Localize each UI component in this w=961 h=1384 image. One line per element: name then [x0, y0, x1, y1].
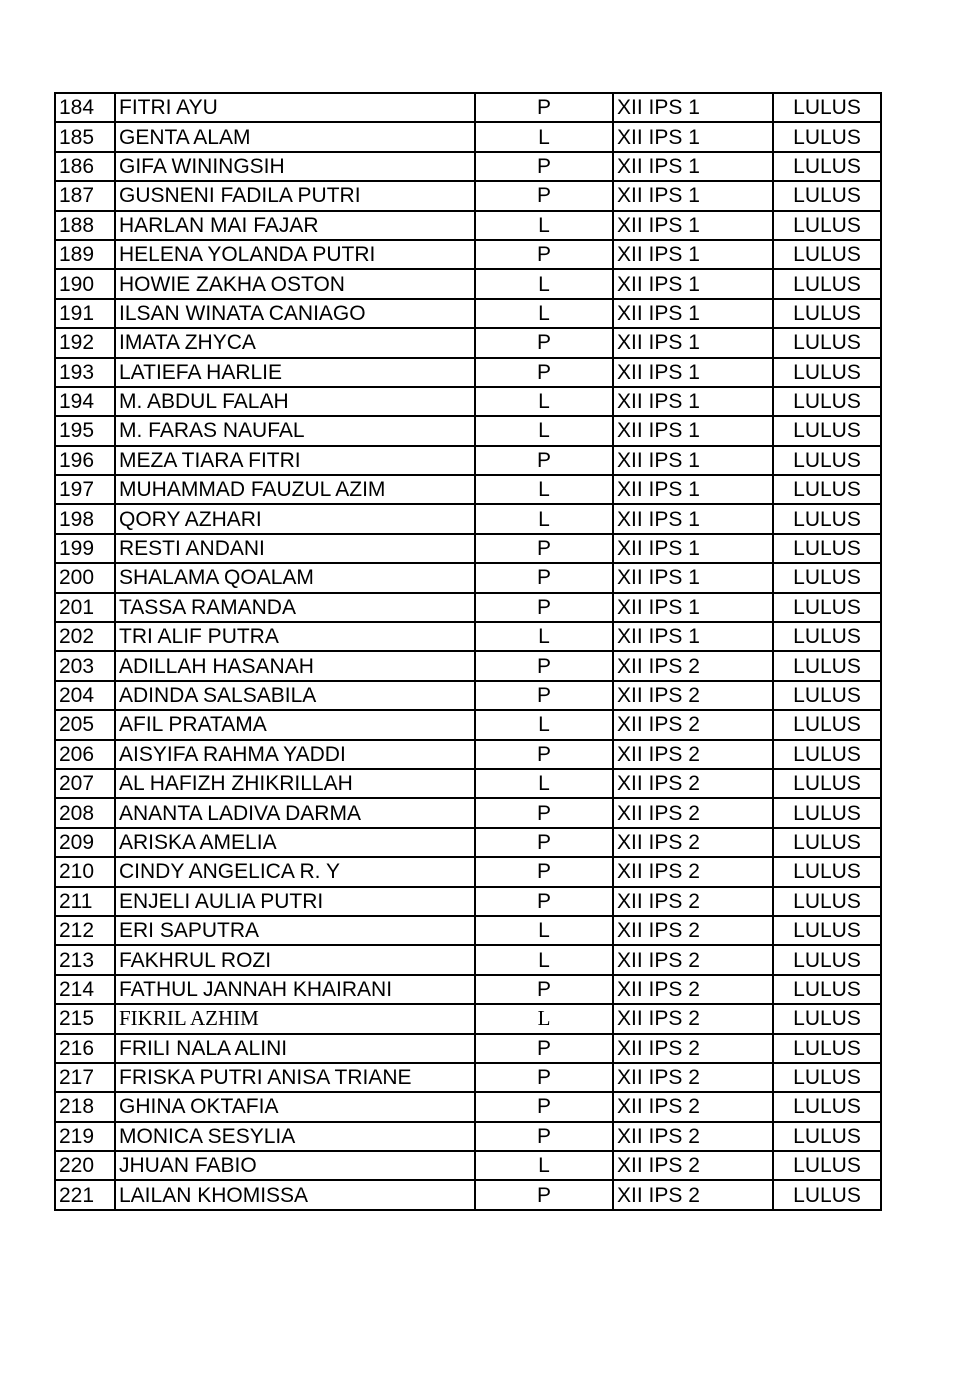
class-cell: XII IPS 1 — [613, 211, 773, 240]
gender-cell: P — [475, 181, 613, 210]
gender-cell: P — [475, 857, 613, 886]
student-name-cell: FIKRIL AZHIM — [115, 1004, 475, 1033]
status-cell: LULUS — [773, 152, 881, 181]
class-cell: XII IPS 1 — [613, 387, 773, 416]
status-cell: LULUS — [773, 181, 881, 210]
class-cell: XII IPS 1 — [613, 446, 773, 475]
gender-cell: P — [475, 593, 613, 622]
student-name-cell: SHALAMA QOALAM — [115, 563, 475, 592]
table-row — [55, 504, 881, 533]
gender-cell: P — [475, 328, 613, 357]
status-cell: LULUS — [773, 887, 881, 916]
class-cell: XII IPS 1 — [613, 181, 773, 210]
student-name-cell: AL HAFIZH ZHIKRILLAH — [115, 769, 475, 798]
class-cell: XII IPS 1 — [613, 358, 773, 387]
class-cell: XII IPS 2 — [613, 1063, 773, 1092]
row-number-cell: 214 — [55, 975, 115, 1004]
row-number-cell: 188 — [55, 211, 115, 240]
student-name-cell: HOWIE ZAKHA OSTON — [115, 269, 475, 298]
class-cell: XII IPS 1 — [613, 299, 773, 328]
gender-cell: P — [475, 358, 613, 387]
class-cell: XII IPS 1 — [613, 93, 773, 122]
status-cell: LULUS — [773, 1034, 881, 1063]
status-cell: LULUS — [773, 328, 881, 357]
status-cell: LULUS — [773, 651, 881, 680]
row-number-cell: 187 — [55, 181, 115, 210]
gender-cell: L — [475, 1004, 613, 1033]
student-name-cell: FRILI NALA ALINI — [115, 1034, 475, 1063]
row-number-cell: 197 — [55, 475, 115, 504]
student-name-cell: GHINA OKTAFIA — [115, 1092, 475, 1121]
student-name-cell: ARISKA AMELIA — [115, 828, 475, 857]
student-name-cell: CINDY ANGELICA R. Y — [115, 857, 475, 886]
student-name-cell: ANANTA LADIVA DARMA — [115, 798, 475, 827]
status-cell: LULUS — [773, 916, 881, 945]
student-name-cell: FAKHRUL ROZI — [115, 945, 475, 974]
gender-cell: P — [475, 1122, 613, 1151]
graduation-table — [54, 92, 882, 1211]
row-number-cell: 201 — [55, 593, 115, 622]
gender-cell: L — [475, 475, 613, 504]
status-cell: LULUS — [773, 122, 881, 151]
student-name-cell: IMATA ZHYCA — [115, 328, 475, 357]
class-cell: XII IPS 2 — [613, 828, 773, 857]
class-cell: XII IPS 2 — [613, 798, 773, 827]
table-row — [55, 769, 881, 798]
class-cell: XII IPS 2 — [613, 651, 773, 680]
student-name-cell: M. ABDUL FALAH — [115, 387, 475, 416]
table-row — [55, 740, 881, 769]
class-cell: XII IPS 2 — [613, 769, 773, 798]
row-number-cell: 208 — [55, 798, 115, 827]
row-number-cell: 206 — [55, 740, 115, 769]
status-cell: LULUS — [773, 416, 881, 445]
status-cell: LULUS — [773, 622, 881, 651]
status-cell: LULUS — [773, 593, 881, 622]
row-number-cell: 202 — [55, 622, 115, 651]
table-row — [55, 211, 881, 240]
table-row — [55, 1092, 881, 1121]
student-name-cell: MUHAMMAD FAUZUL AZIM — [115, 475, 475, 504]
student-name-cell: AFIL PRATAMA — [115, 710, 475, 739]
class-cell: XII IPS 2 — [613, 1180, 773, 1209]
student-name-cell: QORY AZHARI — [115, 504, 475, 533]
status-cell: LULUS — [773, 1092, 881, 1121]
gender-cell: P — [475, 1092, 613, 1121]
student-name-cell: LATIEFA HARLIE — [115, 358, 475, 387]
status-cell: LULUS — [773, 857, 881, 886]
gender-cell: P — [475, 828, 613, 857]
student-name-cell: GIFA WININGSIH — [115, 152, 475, 181]
student-name-cell: ADINDA SALSABILA — [115, 681, 475, 710]
row-number-cell: 215 — [55, 1004, 115, 1033]
table-row — [55, 534, 881, 563]
student-name-cell: MEZA TIARA FITRI — [115, 446, 475, 475]
class-cell: XII IPS 1 — [613, 504, 773, 533]
student-name-cell: MONICA SESYLIA — [115, 1122, 475, 1151]
row-number-cell: 203 — [55, 651, 115, 680]
row-number-cell: 192 — [55, 328, 115, 357]
student-name-cell: TRI ALIF PUTRA — [115, 622, 475, 651]
row-number-cell: 210 — [55, 857, 115, 886]
row-number-cell: 209 — [55, 828, 115, 857]
status-cell: LULUS — [773, 93, 881, 122]
gender-cell: P — [475, 975, 613, 1004]
status-cell: LULUS — [773, 211, 881, 240]
table-row — [55, 93, 881, 122]
student-name-cell: TASSA RAMANDA — [115, 593, 475, 622]
gender-cell: L — [475, 416, 613, 445]
class-cell: XII IPS 2 — [613, 1151, 773, 1180]
row-number-cell: 199 — [55, 534, 115, 563]
student-name-cell: ILSAN WINATA CANIAGO — [115, 299, 475, 328]
status-cell: LULUS — [773, 240, 881, 269]
gender-cell: P — [475, 534, 613, 563]
class-cell: XII IPS 1 — [613, 269, 773, 298]
gender-cell: L — [475, 710, 613, 739]
gender-cell: P — [475, 152, 613, 181]
table-row — [55, 240, 881, 269]
gender-cell: L — [475, 211, 613, 240]
status-cell: LULUS — [773, 446, 881, 475]
graduation-table-body — [55, 93, 881, 1210]
gender-cell: P — [475, 681, 613, 710]
table-row — [55, 1004, 881, 1033]
student-name-cell: ENJELI AULIA PUTRI — [115, 887, 475, 916]
table-row — [55, 475, 881, 504]
gender-cell: P — [475, 651, 613, 680]
row-number-cell: 196 — [55, 446, 115, 475]
status-cell: LULUS — [773, 945, 881, 974]
gender-cell: P — [475, 563, 613, 592]
table-row — [55, 945, 881, 974]
class-cell: XII IPS 2 — [613, 1122, 773, 1151]
class-cell: XII IPS 2 — [613, 916, 773, 945]
class-cell: XII IPS 2 — [613, 945, 773, 974]
row-number-cell: 198 — [55, 504, 115, 533]
gender-cell: L — [475, 622, 613, 651]
status-cell: LULUS — [773, 563, 881, 592]
row-number-cell: 190 — [55, 269, 115, 298]
class-cell: XII IPS 2 — [613, 857, 773, 886]
status-cell: LULUS — [773, 269, 881, 298]
class-cell: XII IPS 2 — [613, 1034, 773, 1063]
status-cell: LULUS — [773, 358, 881, 387]
row-number-cell: 211 — [55, 887, 115, 916]
class-cell: XII IPS 2 — [613, 681, 773, 710]
gender-cell: L — [475, 1151, 613, 1180]
table-row — [55, 1180, 881, 1209]
status-cell: LULUS — [773, 769, 881, 798]
class-cell: XII IPS 1 — [613, 475, 773, 504]
row-number-cell: 204 — [55, 681, 115, 710]
gender-cell: P — [475, 1034, 613, 1063]
row-number-cell: 219 — [55, 1122, 115, 1151]
student-name-cell: HARLAN MAI FAJAR — [115, 211, 475, 240]
class-cell: XII IPS 1 — [613, 622, 773, 651]
row-number-cell: 184 — [55, 93, 115, 122]
class-cell: XII IPS 1 — [613, 328, 773, 357]
table-row — [55, 446, 881, 475]
class-cell: XII IPS 1 — [613, 416, 773, 445]
row-number-cell: 205 — [55, 710, 115, 739]
table-row — [55, 387, 881, 416]
table-row — [55, 798, 881, 827]
class-cell: XII IPS 2 — [613, 1092, 773, 1121]
row-number-cell: 216 — [55, 1034, 115, 1063]
status-cell: LULUS — [773, 299, 881, 328]
student-name-cell: HELENA YOLANDA PUTRI — [115, 240, 475, 269]
gender-cell: P — [475, 887, 613, 916]
gender-cell: P — [475, 740, 613, 769]
table-row — [55, 358, 881, 387]
row-number-cell: 189 — [55, 240, 115, 269]
student-name-cell: FRISKA PUTRI ANISA TRIANE — [115, 1063, 475, 1092]
status-cell: LULUS — [773, 798, 881, 827]
gender-cell: P — [475, 240, 613, 269]
status-cell: LULUS — [773, 504, 881, 533]
student-name-cell: M. FARAS NAUFAL — [115, 416, 475, 445]
table-row — [55, 181, 881, 210]
table-row — [55, 122, 881, 151]
table-row — [55, 622, 881, 651]
row-number-cell: 186 — [55, 152, 115, 181]
row-number-cell: 220 — [55, 1151, 115, 1180]
status-cell: LULUS — [773, 975, 881, 1004]
student-name-cell: ERI SAPUTRA — [115, 916, 475, 945]
class-cell: XII IPS 1 — [613, 593, 773, 622]
gender-cell: P — [475, 446, 613, 475]
gender-cell: P — [475, 798, 613, 827]
row-number-cell: 191 — [55, 299, 115, 328]
table-row — [55, 269, 881, 298]
class-cell: XII IPS 1 — [613, 122, 773, 151]
gender-cell: L — [475, 769, 613, 798]
table-row — [55, 563, 881, 592]
row-number-cell: 195 — [55, 416, 115, 445]
row-number-cell: 193 — [55, 358, 115, 387]
status-cell: LULUS — [773, 1004, 881, 1033]
table-row — [55, 299, 881, 328]
table-row — [55, 916, 881, 945]
row-number-cell: 194 — [55, 387, 115, 416]
row-number-cell: 213 — [55, 945, 115, 974]
status-cell: LULUS — [773, 828, 881, 857]
table-row — [55, 1151, 881, 1180]
table-row — [55, 857, 881, 886]
status-cell: LULUS — [773, 1063, 881, 1092]
table-row — [55, 651, 881, 680]
row-number-cell: 185 — [55, 122, 115, 151]
table-row — [55, 828, 881, 857]
class-cell: XII IPS 2 — [613, 975, 773, 1004]
gender-cell: L — [475, 504, 613, 533]
table-row — [55, 975, 881, 1004]
gender-cell: L — [475, 387, 613, 416]
class-cell: XII IPS 1 — [613, 240, 773, 269]
table-row — [55, 1034, 881, 1063]
student-name-cell: JHUAN FABIO — [115, 1151, 475, 1180]
status-cell: LULUS — [773, 1180, 881, 1209]
class-cell: XII IPS 1 — [613, 534, 773, 563]
student-name-cell: ADILLAH HASANAH — [115, 651, 475, 680]
gender-cell: P — [475, 1180, 613, 1209]
class-cell: XII IPS 1 — [613, 152, 773, 181]
status-cell: LULUS — [773, 710, 881, 739]
status-cell: LULUS — [773, 1151, 881, 1180]
table-row — [55, 681, 881, 710]
gender-cell: P — [475, 1063, 613, 1092]
student-name-cell: LAILAN KHOMISSA — [115, 1180, 475, 1209]
class-cell: XII IPS 2 — [613, 710, 773, 739]
status-cell: LULUS — [773, 740, 881, 769]
status-cell: LULUS — [773, 1122, 881, 1151]
student-name-cell: GENTA ALAM — [115, 122, 475, 151]
gender-cell: P — [475, 93, 613, 122]
table-row — [55, 1122, 881, 1151]
class-cell: XII IPS 2 — [613, 1004, 773, 1033]
student-name-cell: AISYIFA RAHMA YADDI — [115, 740, 475, 769]
row-number-cell: 200 — [55, 563, 115, 592]
gender-cell: L — [475, 299, 613, 328]
student-name-cell: FATHUL JANNAH KHAIRANI — [115, 975, 475, 1004]
gender-cell: L — [475, 916, 613, 945]
status-cell: LULUS — [773, 387, 881, 416]
class-cell: XII IPS 2 — [613, 740, 773, 769]
status-cell: LULUS — [773, 475, 881, 504]
status-cell: LULUS — [773, 534, 881, 563]
row-number-cell: 218 — [55, 1092, 115, 1121]
row-number-cell: 221 — [55, 1180, 115, 1209]
table-row — [55, 328, 881, 357]
row-number-cell: 212 — [55, 916, 115, 945]
student-list-sheet — [54, 92, 882, 1211]
table-row — [55, 710, 881, 739]
status-cell: LULUS — [773, 681, 881, 710]
class-cell: XII IPS 2 — [613, 887, 773, 916]
table-row — [55, 1063, 881, 1092]
gender-cell: L — [475, 269, 613, 298]
row-number-cell: 217 — [55, 1063, 115, 1092]
row-number-cell: 207 — [55, 769, 115, 798]
student-name-cell: GUSNENI FADILA PUTRI — [115, 181, 475, 210]
table-row — [55, 593, 881, 622]
student-name-cell: FITRI AYU — [115, 93, 475, 122]
student-name-cell: RESTI ANDANI — [115, 534, 475, 563]
gender-cell: L — [475, 122, 613, 151]
table-row — [55, 887, 881, 916]
table-row — [55, 152, 881, 181]
gender-cell: L — [475, 945, 613, 974]
class-cell: XII IPS 1 — [613, 563, 773, 592]
table-row — [55, 416, 881, 445]
